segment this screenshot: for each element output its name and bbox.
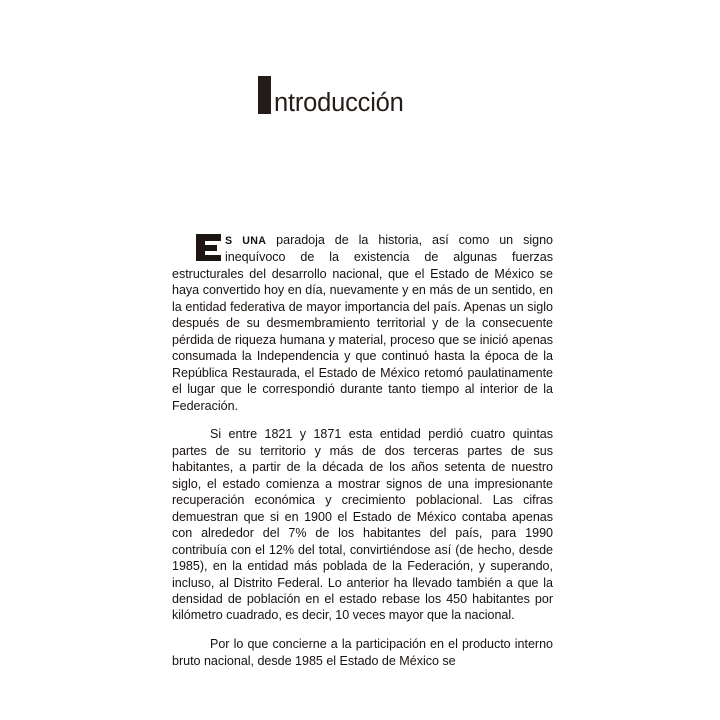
title-rest-text: ntroducción xyxy=(274,89,404,117)
paragraph-2: Si entre 1821 y 1871 esta entidad perdió cuatro quintas partes de su territorio y más de dos terceras partes de sus habitantes, a partir de la década de los años setenta de nuestro siglo, el estado comienza a mostrar signos de una impresionante recuperación económica y crecimiento poblacional. Las cifras demuestran que si en 1900 el Estado de México contaba apenas con alrededor del 7% de los habitantes del país, para 1990 contribuía con el 12% del total, convirtiéndose así (de hecho, desde 1985), en la entidad más poblada de la Federación, y superando, incluso, al Distrito Federal. Lo anterior ha llevado también a que la densidad de población en el estado rebase los 450 habitantes por kilómetro cuadrado, es decir, 10 veces mayor que la nacional. xyxy=(172,427,553,623)
paragraph-1-smallcaps: S UNA xyxy=(225,235,267,247)
paragraph-1 xyxy=(172,232,553,414)
paragraph-1-text: paradoja de la historia, así como un signo inequívoco de la existencia de algunas fuerzas estructurales del desarrollo nacional, que el Estado de México se haya convertido hoy en día, nuevamente y en más de un sentido, en la entidad federativa de mayor importancia del país. Apenas un siglo después de su desmembramiento territorial y de la consecuente pérdida de riqueza humana y material, proceso que se inició apenas consumada la Independencia y que continuó hasta la época de la República Restaurada, el Estado de México retomó paulatinamente el lugar que le correspondió durante tanto tiempo al interior de la Federación. xyxy=(172,233,553,413)
page-title xyxy=(258,76,404,115)
title-text xyxy=(274,91,404,116)
paragraph-3: Por lo que concierne a la participación en el producto interno bruto nacional, desde 1985 el Estado de México se xyxy=(172,637,553,668)
title-dropcap-letter xyxy=(258,76,271,114)
body-text-column xyxy=(172,232,553,669)
body-dropcap-letter-e xyxy=(196,234,221,261)
